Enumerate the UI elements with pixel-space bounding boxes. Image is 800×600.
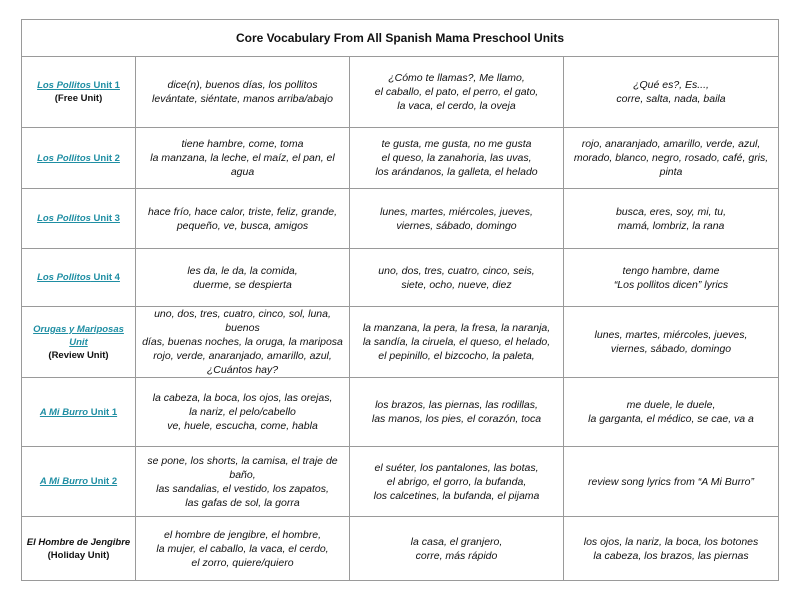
vocab-line: la cabeza, la boca, los ojos, las orejas, xyxy=(152,392,333,404)
vocab-line: la vaca, el cerdo, la oveja xyxy=(397,100,516,112)
unit-link[interactable]: A Mi Burro Unit 2 xyxy=(39,476,118,487)
unit-link[interactable]: Los Pollitos Unit 2 xyxy=(37,152,120,164)
vocab-cell xyxy=(136,249,350,307)
table-row xyxy=(22,189,779,249)
vocab-line: pinta xyxy=(659,166,683,178)
table-row xyxy=(22,517,779,581)
vocab-cell xyxy=(350,307,564,378)
vocab-line: ¿Cuántos hay? xyxy=(206,364,279,376)
table-row xyxy=(22,378,779,447)
vocab-line: el abrigo, el gorro, la bufanda, xyxy=(386,475,527,488)
vocab-line: uno, dos, tres, cuatro, cinco, seis, xyxy=(378,264,535,277)
unit-link[interactable]: Los Pollitos Unit 3 xyxy=(37,213,120,224)
vocab-cell xyxy=(564,307,779,378)
table-row xyxy=(22,249,779,307)
unit-cell xyxy=(22,517,136,581)
table-row xyxy=(22,447,779,517)
vocab-line: review song lyrics from “A Mi Burro” xyxy=(588,475,754,488)
vocab-line: dice(n), buenos días, los pollitos xyxy=(167,79,318,91)
table-title: Core Vocabulary From All Spanish Mama Preschool Units xyxy=(22,20,779,57)
vocab-cell xyxy=(564,57,779,128)
vocab-cell xyxy=(136,378,350,447)
vocab-line: “Los pollitos dicen” lyrics xyxy=(613,278,729,291)
vocab-line: la nariz, el pelo/cabello xyxy=(189,406,296,418)
vocab-line: morado, blanco, negro, rosado, café, gris, xyxy=(573,152,769,164)
vocab-line: el hombre de jengibre, el hombre, xyxy=(163,528,321,541)
vocab-cell xyxy=(136,517,350,581)
vocab-cell xyxy=(564,128,779,189)
unit-note: (Review Unit) xyxy=(48,349,109,361)
vocab-line: viernes, sábado, domingo xyxy=(396,219,517,232)
vocab-line: siete, ocho, nueve, diez xyxy=(401,278,512,291)
vocab-line: lunes, martes, miércoles, jueves, xyxy=(594,329,748,341)
vocab-line: mamá, lombriz, la rana xyxy=(617,219,725,232)
vocab-line: rojo, verde, anaranjado, amarillo, azul, xyxy=(153,350,332,362)
table-row xyxy=(22,57,779,128)
unit-cell xyxy=(22,249,136,307)
unit-link[interactable]: Los Pollitos Unit 1 xyxy=(37,80,120,91)
vocab-line: la manzana, la leche, el maíz, el pan, el agua xyxy=(150,152,335,178)
vocab-line: ¿Cómo te llamas?, Me llamo, xyxy=(388,72,525,84)
vocab-line: las manos, los pies, el corazón, toca xyxy=(371,413,542,425)
vocab-cell xyxy=(350,249,564,307)
unit-cell xyxy=(22,189,136,249)
vocab-cell xyxy=(350,128,564,189)
vocab-cell xyxy=(350,517,564,581)
vocab-line: la cabeza, los brazos, las piernas xyxy=(593,549,749,562)
vocab-cell xyxy=(564,447,779,517)
vocabulary-table xyxy=(21,19,779,581)
vocab-cell xyxy=(350,57,564,128)
vocab-line: duerme, se despierta xyxy=(193,278,292,291)
vocab-cell xyxy=(136,189,350,249)
unit-link[interactable]: A Mi Burro Unit 1 xyxy=(39,406,118,418)
vocab-line: rojo, anaranjado, amarillo, verde, azul, xyxy=(581,138,761,150)
vocab-line: levántate, siéntate, manos arriba/abajo xyxy=(152,93,333,105)
table-row xyxy=(22,128,779,189)
vocab-line: los brazos, las piernas, las rodillas, xyxy=(375,399,538,411)
vocab-cell xyxy=(564,249,779,307)
vocab-line: el caballo, el pato, el perro, el gato, xyxy=(374,86,539,98)
unit-note: (Free Unit) xyxy=(54,93,103,104)
vocab-cell xyxy=(136,128,350,189)
vocab-line: la sandía, la ciruela, el queso, el helado, xyxy=(362,336,551,348)
vocab-line: pequeño, ve, busca, amigos xyxy=(176,219,309,232)
vocab-line: días, buenas noches, la oruga, la mariposa xyxy=(142,336,343,348)
vocab-line: la mujer, el caballo, la vaca, el cerdo, xyxy=(156,542,329,555)
vocab-cell xyxy=(350,378,564,447)
vocab-line: los calcetines, la bufanda, el pijama xyxy=(373,489,540,502)
vocab-line: el suéter, los pantalones, las botas, xyxy=(374,461,539,474)
unit-name: El Hombre de Jengibre xyxy=(26,536,131,548)
vocab-line: el queso, la zanahoria, las uvas, xyxy=(381,152,532,164)
vocab-line: les da, le da, la comida, xyxy=(187,264,298,277)
vocab-line: el pepinillo, el bizcocho, la paleta, xyxy=(378,350,535,362)
vocab-line: lunes, martes, miércoles, jueves, xyxy=(380,205,533,218)
vocab-line: ve, huele, escucha, come, habla xyxy=(167,420,318,432)
vocab-line: te gusta, me gusta, no me gusta xyxy=(381,138,532,150)
vocab-cell xyxy=(136,57,350,128)
vocab-cell xyxy=(564,517,779,581)
unit-cell xyxy=(22,57,136,128)
vocab-line: ¿Qué es?, Es..., xyxy=(633,79,709,91)
unit-link[interactable]: Orugas y Mariposas Unit xyxy=(33,323,124,348)
vocab-line: tengo hambre, dame xyxy=(622,264,720,277)
vocab-cell xyxy=(350,447,564,517)
vocab-line: la manzana, la pera, la fresa, la naranja, xyxy=(362,322,551,334)
vocab-line: baño, xyxy=(229,468,256,481)
vocab-cell xyxy=(350,189,564,249)
vocab-line: uno, dos, tres, cuatro, cinco, sol, luna, buenos xyxy=(154,308,331,334)
unit-cell xyxy=(22,128,136,189)
unit-note: (Holiday Unit) xyxy=(47,549,110,561)
vocab-line: los arándanos, la galleta, el helado xyxy=(375,166,538,178)
vocab-cell xyxy=(136,307,350,378)
vocab-line: el zorro, quiere/quiero xyxy=(191,556,294,569)
table-row xyxy=(22,307,779,378)
vocab-line: tiene hambre, come, toma xyxy=(181,138,304,150)
vocab-line: me duele, le duele, xyxy=(626,399,716,411)
vocab-line: hace frío, hace calor, triste, feliz, grande, xyxy=(147,205,338,218)
vocab-cell xyxy=(564,189,779,249)
vocab-line: corre, salta, nada, baila xyxy=(616,93,726,105)
vocab-cell xyxy=(136,447,350,517)
unit-link[interactable]: Los Pollitos Unit 4 xyxy=(37,272,120,283)
unit-cell xyxy=(22,447,136,517)
vocab-line: se pone, los shorts, la camisa, el traje de xyxy=(147,454,338,467)
vocab-line: las gafas de sol, la gorra xyxy=(185,496,300,509)
vocab-line: las sandalias, el vestido, los zapatos, xyxy=(156,482,329,495)
vocab-line: la casa, el granjero, xyxy=(410,535,503,548)
vocab-cell xyxy=(564,378,779,447)
vocab-line: busca, eres, soy, mi, tu, xyxy=(615,205,727,218)
vocab-line: la garganta, el médico, se cae, va a xyxy=(588,413,754,425)
vocab-line: viernes, sábado, domingo xyxy=(610,343,732,355)
vocab-line: los ojos, la nariz, la boca, los botones xyxy=(583,535,759,548)
unit-cell xyxy=(22,378,136,447)
vocab-line: corre, más rápido xyxy=(415,549,498,562)
title-row xyxy=(22,20,779,57)
unit-cell xyxy=(22,307,136,378)
